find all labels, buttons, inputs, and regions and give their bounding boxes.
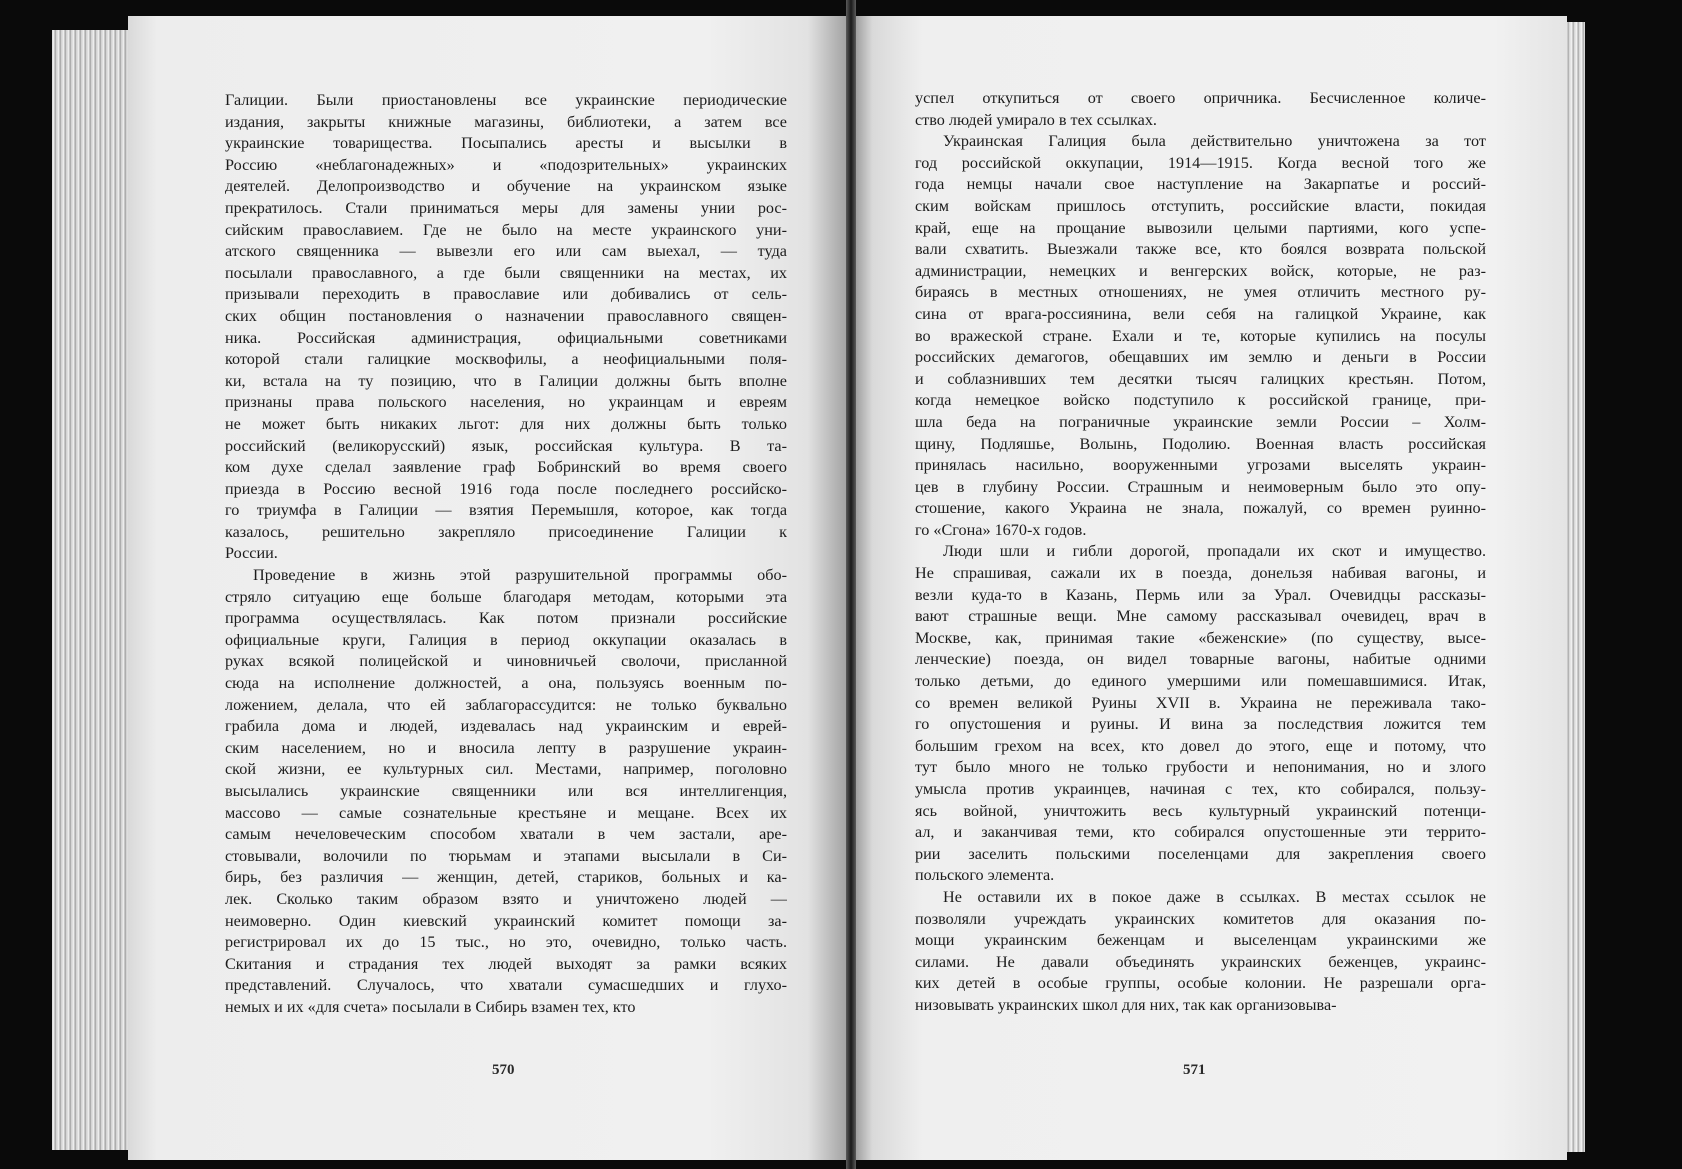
paragraph <box>915 887 1486 1017</box>
paragraph <box>915 541 1486 887</box>
paragraph <box>225 565 787 1018</box>
paragraph <box>225 90 787 565</box>
text-line: Не спрашивая, сажали их в поезда, донельзя набивая вагоны, и <box>915 564 1486 583</box>
text-line: ки, встала на ту позицию, что в Галиции должны быть вполне <box>225 371 787 390</box>
text-line: ника. Российская администрация, официальными советниками <box>225 328 787 347</box>
text-line: только детьми, до единого умершими или помешавшимися. Итак, <box>915 672 1486 691</box>
text-line: представлений. Случалось, что хватали сумасшедших и глухо- <box>225 976 787 995</box>
text-line: приезда в Россию весной 1916 года после последнего российско- <box>225 479 787 498</box>
text-line: щину, Подляшье, Волынь, Подолию. Военная власть российская <box>915 434 1486 453</box>
book-gutter <box>846 0 856 1169</box>
page-edges-right <box>1565 22 1585 1152</box>
text-line: го «Сгона» 1670-х годов. <box>915 520 1087 539</box>
text-line: Люди шли и гибли дорогой, пропадали их скот и имущество. <box>943 542 1486 561</box>
text-line: призывали переходить в православие или добивались от сель- <box>225 285 787 304</box>
text-line: и соблазнивших тем десятки тысяч галицких крестьян. Потом, <box>915 369 1486 388</box>
page-edges-left <box>52 30 132 1150</box>
text-line: посылали православного, а где были священники на местах, их <box>225 263 787 282</box>
text-line: принялась насильно, вооруженными угрозами выселять украин- <box>915 456 1486 475</box>
text-line: во вражеской стране. Ехали и те, которые купились на посулы <box>915 326 1486 345</box>
text-line: не может быть никаких льгот: для них должны быть только <box>225 414 787 433</box>
text-line: прекратилось. Стали приниматься меры для замены унии рос- <box>225 198 787 217</box>
text-line: ским войскам пришлось отступить, российские власти, покидая <box>915 196 1486 215</box>
text-line: ских общин постановления о назначении православного священ- <box>225 306 787 325</box>
text-line: Галиции. Были приостановлены все украинские периодические <box>225 91 787 109</box>
text-line: бирь, без различия — женщин, детей, стариков, больных и ка- <box>225 868 787 887</box>
text-line: успел откупиться от своего опричника. Бесчисленное количе- <box>915 89 1486 107</box>
text-line: ал, и заканчивая теми, кто собирался опустошенные эти террито- <box>915 823 1486 842</box>
text-line: польского элемента. <box>915 866 1055 885</box>
paragraph <box>915 88 1486 131</box>
text-line: стошение, какого Украина не знала, пожалуй, со времен руинно- <box>915 499 1486 518</box>
text-line: край, еще на прощание вывозили целыми партиями, кого успе- <box>915 218 1486 237</box>
text-line: российский (великорусский) язык, российская культура. В та- <box>225 436 787 455</box>
text-line: атского священника — вывезли его или сам выехал, — туда <box>225 242 787 261</box>
text-line: позволяли учреждать украинских комитетов для оказания по- <box>915 909 1486 928</box>
page-number-left: 570 <box>492 1062 515 1078</box>
text-line: высылались украинские священники или вся интеллигенция, <box>225 782 787 800</box>
text-line: Украинская Галиция была действительно уничтожена за тот <box>943 132 1486 151</box>
text-line: стряло ситуацию еще больше благодаря методам, которыми эта <box>225 587 787 606</box>
text-line: грабила дома и людей, издевалась над украинским и еврей- <box>225 717 787 736</box>
text-line: года немцы начали свое наступление на Закарпатье и россий- <box>915 175 1486 194</box>
text-line: везли куда-то в Казань, Пермь или за Урал. Очевидцы рассказы- <box>915 585 1486 604</box>
text-line: самым нечеловеческим способом хватали в чем застали, аре- <box>225 825 787 844</box>
text-line: немых и их «для счета» посылали в Сибирь взамен тех, кто <box>225 997 636 1016</box>
text-line: когда немецкое войско подступило к российской границе, при- <box>915 391 1486 410</box>
text-line: Не оставили их в покое даже в ссылках. В местах ссылок не <box>943 887 1486 906</box>
text-line: тут было много не только грубости и непонимания, но и злого <box>915 758 1486 777</box>
text-line: ясь войной, уничтожить весь культурный украинский потенци- <box>915 801 1486 820</box>
text-line: неимоверно. Один киевский украинский комитет помощи за- <box>225 911 787 930</box>
text-line: цев в глубину России. Страшным и неимоверным было это опу- <box>915 477 1486 496</box>
text-line: массово — самые сознательные крестьяне и мещане. Всех их <box>225 803 787 822</box>
text-line: го триумфа в Галиции — взятия Перемышля, которое, как тогда <box>225 501 787 520</box>
text-line: вали схватить. Выезжали также все, кто боялся возврата польской <box>915 240 1486 259</box>
text-line: ским населением, но и вносила лепту в разрушение украин- <box>225 738 787 757</box>
text-line: деятелей. Делопроизводство и обучение на украинском языке <box>225 177 787 196</box>
left-page <box>128 16 851 1160</box>
text-line: ком духе сделал заявление граф Бобринский во время своего <box>225 458 787 477</box>
text-line: лек. Сколько таким образом взято и уничтожено людей — <box>225 889 787 908</box>
left-page-text <box>225 90 787 1019</box>
text-line: со времен великой Руины XVII в. Украина не переживала тако- <box>915 693 1486 712</box>
text-line: издания, закрыты книжные магазины, библиотеки, а затем все <box>225 112 787 131</box>
text-line: большим грехом на всех, кто довел до этого, еще и потому, что <box>915 736 1486 755</box>
text-line: Проведение в жизнь этой разрушительной программы обо- <box>253 566 787 585</box>
text-line: ленческие) поезда, он видел товарные вагоны, набитые одними <box>915 650 1486 669</box>
text-line: регистрировал их до 15 тыс., но это, очевидно, только часть. <box>225 933 787 952</box>
right-page-text <box>915 88 1486 1017</box>
text-line: администрации, немецких и венгерских войск, которые, не раз- <box>915 261 1486 280</box>
text-line: России. <box>225 544 278 563</box>
text-line: Россию «неблагонадежных» и «подозрительных» украинских <box>225 155 787 174</box>
text-line: которой стали галицкие москвофилы, а неофициальными поля- <box>225 350 787 369</box>
text-line: рии заселить польскими поселенцами для закрепления своего <box>915 844 1486 863</box>
right-page <box>851 16 1567 1160</box>
text-line: программа осуществлялась. Как потом признали российские <box>225 609 787 628</box>
text-line: российских демагогов, обещавших им землю и деньги в России <box>915 348 1486 367</box>
text-line: ство людей умирало в тех ссылках. <box>915 110 1157 129</box>
paragraph <box>915 131 1486 541</box>
text-line: руках всякой полицейской и чиновничьей сволочи, присланной <box>225 652 787 671</box>
text-line: силами. Не давали объединять украинских беженцев, украинс- <box>915 952 1486 971</box>
text-line: вают страшные вещи. Мне самому рассказывал очевидец, врач в <box>915 607 1486 626</box>
text-line: умысла против украинцев, начиная с тех, кто собирался, пользу- <box>915 780 1486 798</box>
text-line: ской жизни, ее культурных сил. Местами, например, поголовно <box>225 760 787 779</box>
text-line: казалось, решительно закрепляло присоединение Галиции к <box>225 522 787 541</box>
page-number-right: 571 <box>1183 1062 1206 1078</box>
text-line: сийским православием. Где не было на месте украинского уни- <box>225 220 787 239</box>
text-line: признаны права польского населения, но украинцам и евреям <box>225 393 787 412</box>
text-line: стовывали, волочили по тюрьмам и этапами высылали в Си- <box>225 846 787 865</box>
text-line: го опустошения и руины. И вина за последствия ложится тем <box>915 715 1486 734</box>
text-line: шла беда на пограничные украинские земли России – Холм- <box>915 412 1486 431</box>
text-line: Скитания и страдания тех людей выходят за рамки всяких <box>225 954 787 973</box>
text-line: Москве, как, принимая такие «беженские» (по существу, высе- <box>915 628 1486 647</box>
text-line: сюда на исполнение должностей, а она, пользуясь военным по- <box>225 674 787 693</box>
text-line: год российской оккупации, 1914—1915. Когда весной того же <box>915 153 1486 172</box>
text-line: низовывать украинских школ для них, так как организовыва- <box>915 995 1337 1014</box>
text-line: сина от врага-россиянина, вели себя на галицкой Украине, как <box>915 304 1486 323</box>
text-line: мощи украинским беженцам и выселенцам украинскими же <box>915 931 1486 950</box>
text-line: ких детей в особые группы, особые колонии. Не разрешали орга- <box>915 974 1486 993</box>
text-line: бираясь в местных отношениях, не умея отличить местного ру- <box>915 283 1486 302</box>
text-line: официальные круги, Галиция в период оккупации оказалась в <box>225 630 787 649</box>
text-line: украинские товарищества. Посыпались аресты и высылки в <box>225 134 787 153</box>
text-line: ложением, делала, что ей заблагорассудится: не только буквально <box>225 695 787 714</box>
